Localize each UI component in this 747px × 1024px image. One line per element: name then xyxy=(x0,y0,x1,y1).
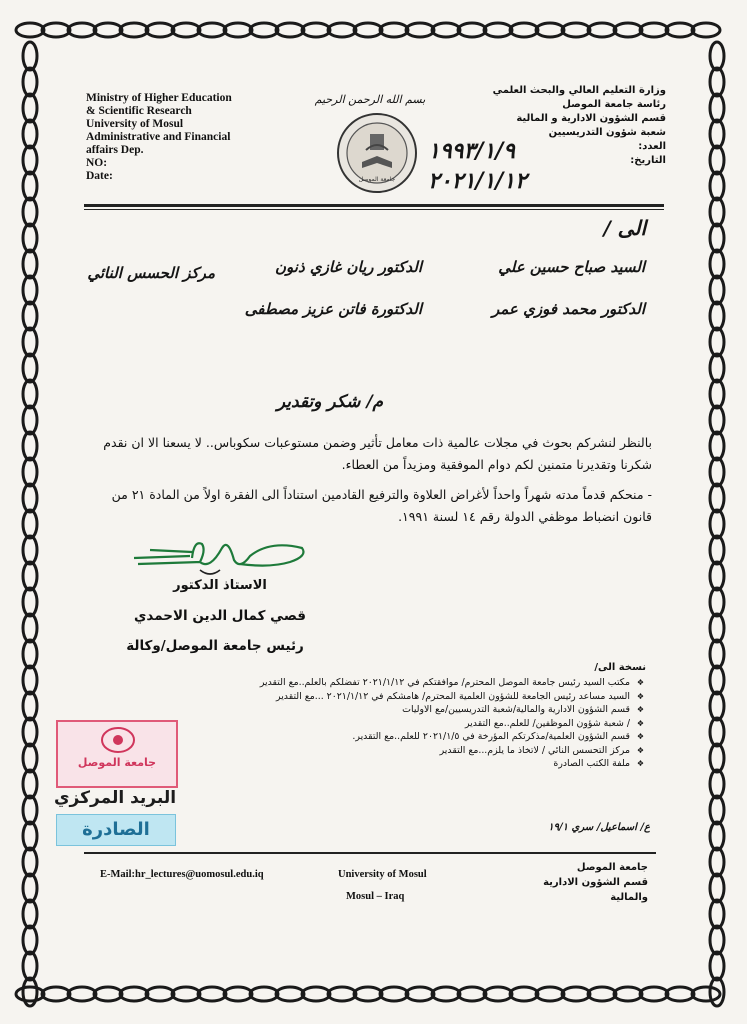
copies-heading: نسخة الى/ xyxy=(594,662,646,673)
border-link xyxy=(354,987,382,1001)
date-label: التاريخ: xyxy=(630,155,666,166)
en-line: Administrative and Financial xyxy=(86,131,231,143)
recipient-5: الدكتورة فاتن عزيز مصطفى xyxy=(244,300,422,318)
border-link xyxy=(710,94,724,122)
en-line: Date: xyxy=(86,170,113,182)
border-link xyxy=(710,614,724,642)
border-link xyxy=(710,770,724,798)
border-link xyxy=(710,42,724,70)
footer-ar-line: قسم الشؤون الادارية xyxy=(543,877,648,888)
border-link xyxy=(380,23,408,37)
stamp-top-box xyxy=(56,720,178,788)
border-link xyxy=(23,562,37,590)
border-link xyxy=(406,987,434,1001)
border-link xyxy=(710,380,724,408)
border-link xyxy=(710,406,724,434)
border-link xyxy=(23,510,37,538)
university-seal xyxy=(336,112,418,194)
border-link xyxy=(710,978,724,1006)
border-link xyxy=(172,987,200,1001)
en-line: affairs Dep. xyxy=(86,144,144,156)
border-link xyxy=(380,987,408,1001)
border-link xyxy=(710,510,724,538)
border-link xyxy=(23,224,37,252)
list-item: ❖ مكتب السيد رئيس جامعة الموصل المحترم/ موافقتكم في ٢٠٢١/١/١٢ تفضلكم بالعلم..مع التقدير xyxy=(190,676,630,690)
border-link xyxy=(588,987,616,1001)
stamp-top-text: جامعة الموصل xyxy=(77,756,157,769)
stamp-line-1: البريد المركزي xyxy=(53,788,177,808)
border-link xyxy=(23,354,37,382)
border-link xyxy=(328,23,356,37)
border-link xyxy=(23,848,37,876)
border-link xyxy=(710,796,724,824)
border-link xyxy=(172,23,200,37)
border-link xyxy=(710,640,724,668)
border-link xyxy=(614,23,642,37)
body-paragraph-1: بالنظر لنشركم بحوث في مجلات عالمية ذات معامل تأثير وضمن مستوعبات سكوباس.. لا يسعنا الا ان نقدم شكرنا وتقديرنا متمنين لكم دوام الموفقية ومزيداً من العطاء. xyxy=(103,435,652,472)
border-link xyxy=(458,23,486,37)
border-link xyxy=(692,987,720,1001)
border-link xyxy=(710,172,724,200)
border-link xyxy=(146,987,174,1001)
border-link xyxy=(23,276,37,304)
border-link xyxy=(23,42,37,70)
list-item: ❖ ملفة الكتب الصادرة xyxy=(190,757,630,771)
border-link xyxy=(710,536,724,564)
border-link xyxy=(120,23,148,37)
border-link xyxy=(588,23,616,37)
recipient-4: الدكتور محمد فوزي عمر xyxy=(491,300,645,318)
border-link xyxy=(710,432,724,460)
border-link xyxy=(614,987,642,1001)
border-link xyxy=(710,328,724,356)
border-link xyxy=(710,822,724,850)
border-link xyxy=(146,23,174,37)
signature-name: قصي كمال الدين الاحمدي xyxy=(134,608,306,624)
number-label: العدد: xyxy=(638,141,666,152)
border-link xyxy=(666,987,694,1001)
border-link xyxy=(23,614,37,642)
border-link xyxy=(510,987,538,1001)
border-link xyxy=(710,562,724,590)
list-item: ❖ مركز التحسس النائي / لاتخاذ ما يلزم...مع التقدير xyxy=(190,744,630,758)
footer-ar-line: والمالية xyxy=(610,892,648,903)
recipient-3: مركز الحسس النائي xyxy=(87,264,215,282)
border-link xyxy=(484,987,512,1001)
border-link xyxy=(406,23,434,37)
border-link xyxy=(16,23,44,37)
basmala: بسم الله الرحمن الرحيم xyxy=(314,93,426,106)
border-link xyxy=(224,23,252,37)
border-link xyxy=(120,987,148,1001)
border-link xyxy=(710,68,724,96)
border-link xyxy=(354,23,382,37)
border-link xyxy=(710,874,724,902)
border-link xyxy=(710,302,724,330)
border-link xyxy=(710,146,724,174)
border-link xyxy=(710,588,724,616)
border-link xyxy=(250,23,278,37)
border-link xyxy=(562,987,590,1001)
recipient-2: الدكتور ريان غازي ذنون xyxy=(275,258,422,276)
list-item: ❖ قسم الشؤون العلمية/مذكرتكم المؤرخة في ٢٠٢١/١/٥ للعلم..مع التقدير. xyxy=(190,730,630,744)
stamp-line-2: الصادرة xyxy=(56,814,176,846)
border-link xyxy=(23,822,37,850)
border-link xyxy=(710,926,724,954)
border-link xyxy=(16,987,44,1001)
border-link xyxy=(640,987,668,1001)
list-item: ❖ / شعبة شؤون الموظفين/ للعلم..مع التقدير xyxy=(190,717,630,731)
border-link xyxy=(710,692,724,720)
border-link xyxy=(432,23,460,37)
date-value: ٢٠٢١/١/١٢ xyxy=(428,168,527,194)
border-link xyxy=(710,276,724,304)
border-link xyxy=(23,172,37,200)
border-link xyxy=(458,987,486,1001)
footer-city: Mosul – Iraq xyxy=(346,891,405,902)
border-link xyxy=(710,354,724,382)
border-link xyxy=(276,987,304,1001)
border-link xyxy=(23,198,37,226)
border-link xyxy=(23,328,37,356)
footer-divider xyxy=(84,852,656,854)
to-label: الى / xyxy=(603,216,646,240)
border-link xyxy=(536,987,564,1001)
signature-title: الاستاذ الدكتور xyxy=(173,578,267,593)
ar-line: قسم الشؤون الادارية و المالية xyxy=(516,113,666,124)
en-line: NO: xyxy=(86,157,108,169)
border-link xyxy=(710,952,724,980)
border-link xyxy=(23,926,37,954)
border-link xyxy=(23,900,37,928)
number-value: ١٩٩٣/١/٩ xyxy=(428,138,515,164)
border-link xyxy=(484,23,512,37)
header-english xyxy=(86,92,276,183)
border-link xyxy=(94,23,122,37)
body-paragraph-2: - منحكم قدماً مدته شهراً واحداً لأغراض العلاوة والترفيع القادمين استناداً الى الفقرة اولاً من المادة ٢١ من قانون انضباط موظفي الدولة رقم ١٤ لسنة ١٩٩١. xyxy=(111,487,652,524)
border-link xyxy=(328,987,356,1001)
header-divider xyxy=(84,204,664,207)
border-link xyxy=(23,302,37,330)
border-link xyxy=(23,718,37,746)
border-link xyxy=(710,484,724,512)
footer-university: University of Mosul xyxy=(338,869,427,880)
border-link xyxy=(42,23,70,37)
border-link xyxy=(23,744,37,772)
border-link xyxy=(710,458,724,486)
border-link xyxy=(710,718,724,746)
subject: م/ شكر وتقدير xyxy=(276,392,384,412)
border-link xyxy=(710,224,724,252)
border-link xyxy=(224,987,252,1001)
central-mail-stamp xyxy=(52,720,178,850)
signature-position: رئيس جامعة الموصل/وكالة xyxy=(126,638,304,654)
border-link xyxy=(432,987,460,1001)
border-link xyxy=(23,406,37,434)
header-divider-thin xyxy=(84,209,664,210)
border-link xyxy=(23,770,37,798)
border-link xyxy=(23,432,37,460)
border-link xyxy=(198,987,226,1001)
border-link xyxy=(68,23,96,37)
border-link xyxy=(250,987,278,1001)
list-item: ❖ السيد مساعد رئيس الجامعة للشؤون العلمية المحترم/ هامشكم في ٢٠٢١/١/١٢ ...مع التقدير xyxy=(190,690,630,704)
en-line: Ministry of Higher Education xyxy=(86,92,232,104)
border-link xyxy=(710,666,724,694)
border-link xyxy=(692,23,720,37)
en-line: University of Mosul xyxy=(86,118,184,130)
border-link xyxy=(710,744,724,772)
border-link xyxy=(302,23,330,37)
border-link xyxy=(510,23,538,37)
border-link xyxy=(42,987,70,1001)
en-line: & Scientific Research xyxy=(86,105,192,117)
border-link xyxy=(23,692,37,720)
border-link xyxy=(276,23,304,37)
stamp-emblem-icon xyxy=(98,726,138,754)
ar-line: رئاسة جامعة الموصل xyxy=(562,99,666,110)
border-link xyxy=(68,987,96,1001)
border-link xyxy=(198,23,226,37)
footer-email: E-Mail:hr_lectures@uomosul.edu.iq xyxy=(100,869,264,880)
border-link xyxy=(710,198,724,226)
ar-line: وزارة التعليم العالي والبحث العلمي xyxy=(492,85,666,96)
seal-caption: جامعة الموصل xyxy=(358,176,396,183)
border-link xyxy=(562,23,590,37)
border-link xyxy=(23,120,37,148)
border-link xyxy=(710,900,724,928)
border-link xyxy=(23,458,37,486)
border-link xyxy=(23,640,37,668)
border-link xyxy=(23,68,37,96)
border-link xyxy=(23,94,37,122)
border-link xyxy=(23,484,37,512)
border-link xyxy=(536,23,564,37)
border-link xyxy=(666,23,694,37)
footer-arabic xyxy=(540,860,648,905)
typist-reference: ع/ اسماعيل/ سري ١٩/١ xyxy=(548,822,650,833)
border-link xyxy=(23,588,37,616)
border-link xyxy=(23,796,37,824)
list-item: ❖ قسم الشؤون الادارية والمالية/شعبة التدريسيين/مع الاوليات xyxy=(190,703,630,717)
border-link xyxy=(302,987,330,1001)
border-link xyxy=(94,987,122,1001)
border-link xyxy=(23,380,37,408)
border-link xyxy=(23,952,37,980)
ar-line: شعبة شؤون التدريسيين xyxy=(548,127,666,138)
border-link xyxy=(23,666,37,694)
border-link xyxy=(710,848,724,876)
footer-ar-line: جامعة الموصل xyxy=(576,862,648,873)
border-link xyxy=(710,250,724,278)
border-link xyxy=(640,23,668,37)
copies-list xyxy=(190,676,630,771)
recipient-1: السيد صباح حسين علي xyxy=(498,258,645,276)
border-link xyxy=(23,874,37,902)
border-link xyxy=(23,146,37,174)
border-link xyxy=(23,536,37,564)
border-link xyxy=(23,250,37,278)
border-link xyxy=(710,120,724,148)
